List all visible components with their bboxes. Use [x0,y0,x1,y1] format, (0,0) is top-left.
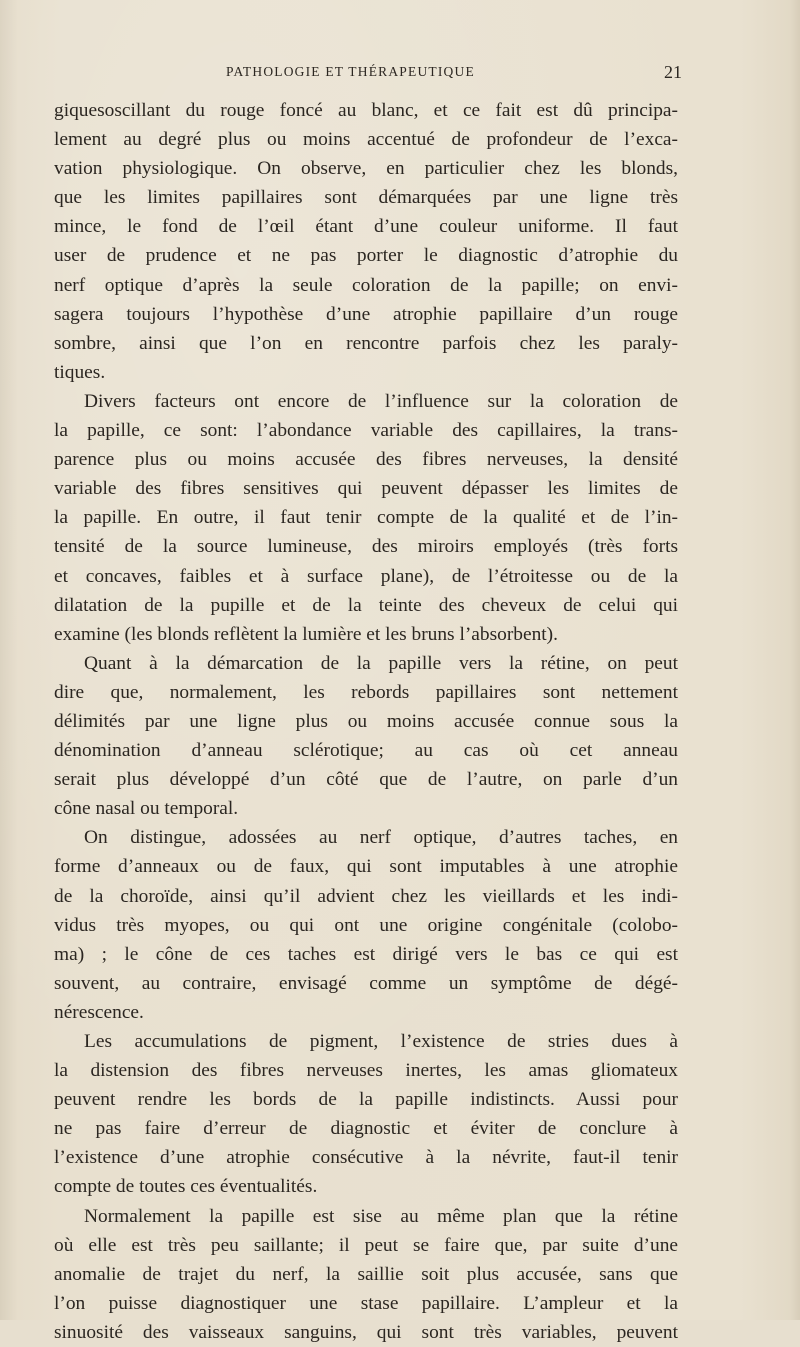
text-line: de la choroïde, ainsi qu’il advient chez les vieillards et les indi- [54,885,678,907]
text-line: dilatation de la pupille et de la teinte des cheveux de celui qui [54,594,678,616]
text-line: souvent, au contraire, envisagé comme un symptôme de dégé- [54,972,678,994]
text-line: examine (les blonds reflètent la lumière et les bruns l’absorbent). [54,623,558,645]
page-header [0,62,800,86]
text-line: vation physiologique. On observe, en particulier chez les blonds, [54,158,678,180]
text-line: sinuosité des vaisseaux sanguins, qui sont très variables, peuvent [54,1321,678,1343]
text-line: cône nasal ou temporal. [54,798,239,820]
text-line: dénomination d’anneau sclérotique; au cas où cet anneau [54,740,678,762]
text-line: Les accumulations de pigment, l’existence de stries dues à [84,1031,678,1052]
text-line: sagera toujours l’hypothèse d’une atrophie papillaire d’un rouge [54,303,678,325]
text-line: l’on puisse diagnostiquer une stase papillaire. L’ampleur et la [54,1292,678,1314]
text-line: dire que, normalement, les rebords papillaires sont nettement [54,681,678,703]
text-line: parence plus ou moins accusée des fibres nerveuses, la densité [54,449,678,471]
text-line: giquesoscillant du rouge foncé au blanc, et ce fait est dû principa- [54,100,678,121]
text-line: ma) ; le cône de ces taches est dirigé vers le bas ce qui est [54,943,678,965]
running-title: PATHOLOGIE ET THÉRAPEUTIQUE [226,64,475,79]
text-line: user de prudence et ne pas porter le diagnostic d’atrophie du [54,245,678,267]
text-line: tiques. [54,361,106,383]
text-line: la papille, ce sont: l’abondance variable des capillaires, la trans- [54,420,678,442]
text-line: peuvent rendre les bords de la papille indistincts. Aussi pour [54,1089,678,1111]
text-line: Divers facteurs ont encore de l’influence sur la coloration de [84,390,678,412]
text-line: lement au degré plus ou moins accentué de profondeur de l’exca- [54,129,678,151]
text-line: nerf optique d’après la seule coloration de la papille; on envi- [54,274,678,296]
text-line: nérescence. [54,1001,144,1023]
text-line: ne pas faire d’erreur de diagnostic et éviter de conclure à [54,1118,678,1140]
text-line: l’existence d’une atrophie consécutive à la névrite, faut-il tenir [54,1147,678,1169]
text-line: Normalement la papille est sise au même plan que la rétine [84,1205,678,1227]
text-line: la papille. En outre, il faut tenir compte de la qualité et de l’in- [54,507,678,529]
text-line: vidus très myopes, ou qui ont une origine congénitale (colobo- [54,914,678,936]
text-line: tensité de la source lumineuse, des miroirs employés (très forts [54,536,678,558]
text-line: où elle est très peu saillante; il peut se faire que, par suite d’une [54,1234,678,1256]
text-line: forme d’anneaux ou de faux, qui sont imputables à une atrophie [54,856,678,878]
text-line: et concaves, faibles et à surface plane), de l’étroitesse ou de la [54,565,678,587]
text-line: anomalie de trajet du nerf, la saillie soit plus accusée, sans que [54,1263,678,1285]
body-text [54,96,678,1347]
text-line: Quant à la démarcation de la papille vers la rétine, on peut [84,652,678,674]
text-line: la distension des fibres nerveuses inertes, les amas gliomateux [54,1060,678,1082]
text-line: mince, le fond de l’œil étant d’une couleur uniforme. Il faut [54,216,678,238]
text-line: On distingue, adossées au nerf optique, d’autres taches, en [84,827,678,849]
text-line: serait plus développé d’un côté que de l’autre, on parle d’un [54,769,678,791]
text-line: que les limites papillaires sont démarquées par une ligne très [54,187,678,209]
text-line: variable des fibres sensitives qui peuvent dépasser les limites de [54,478,678,500]
page-number: 21 [664,62,682,82]
text-line: sombre, ainsi que l’on en rencontre parfois chez les paraly- [54,332,678,354]
text-line: délimités par une ligne plus ou moins accusée connue sous la [54,710,678,732]
text-line: compte de toutes ces éventualités. [54,1176,318,1198]
